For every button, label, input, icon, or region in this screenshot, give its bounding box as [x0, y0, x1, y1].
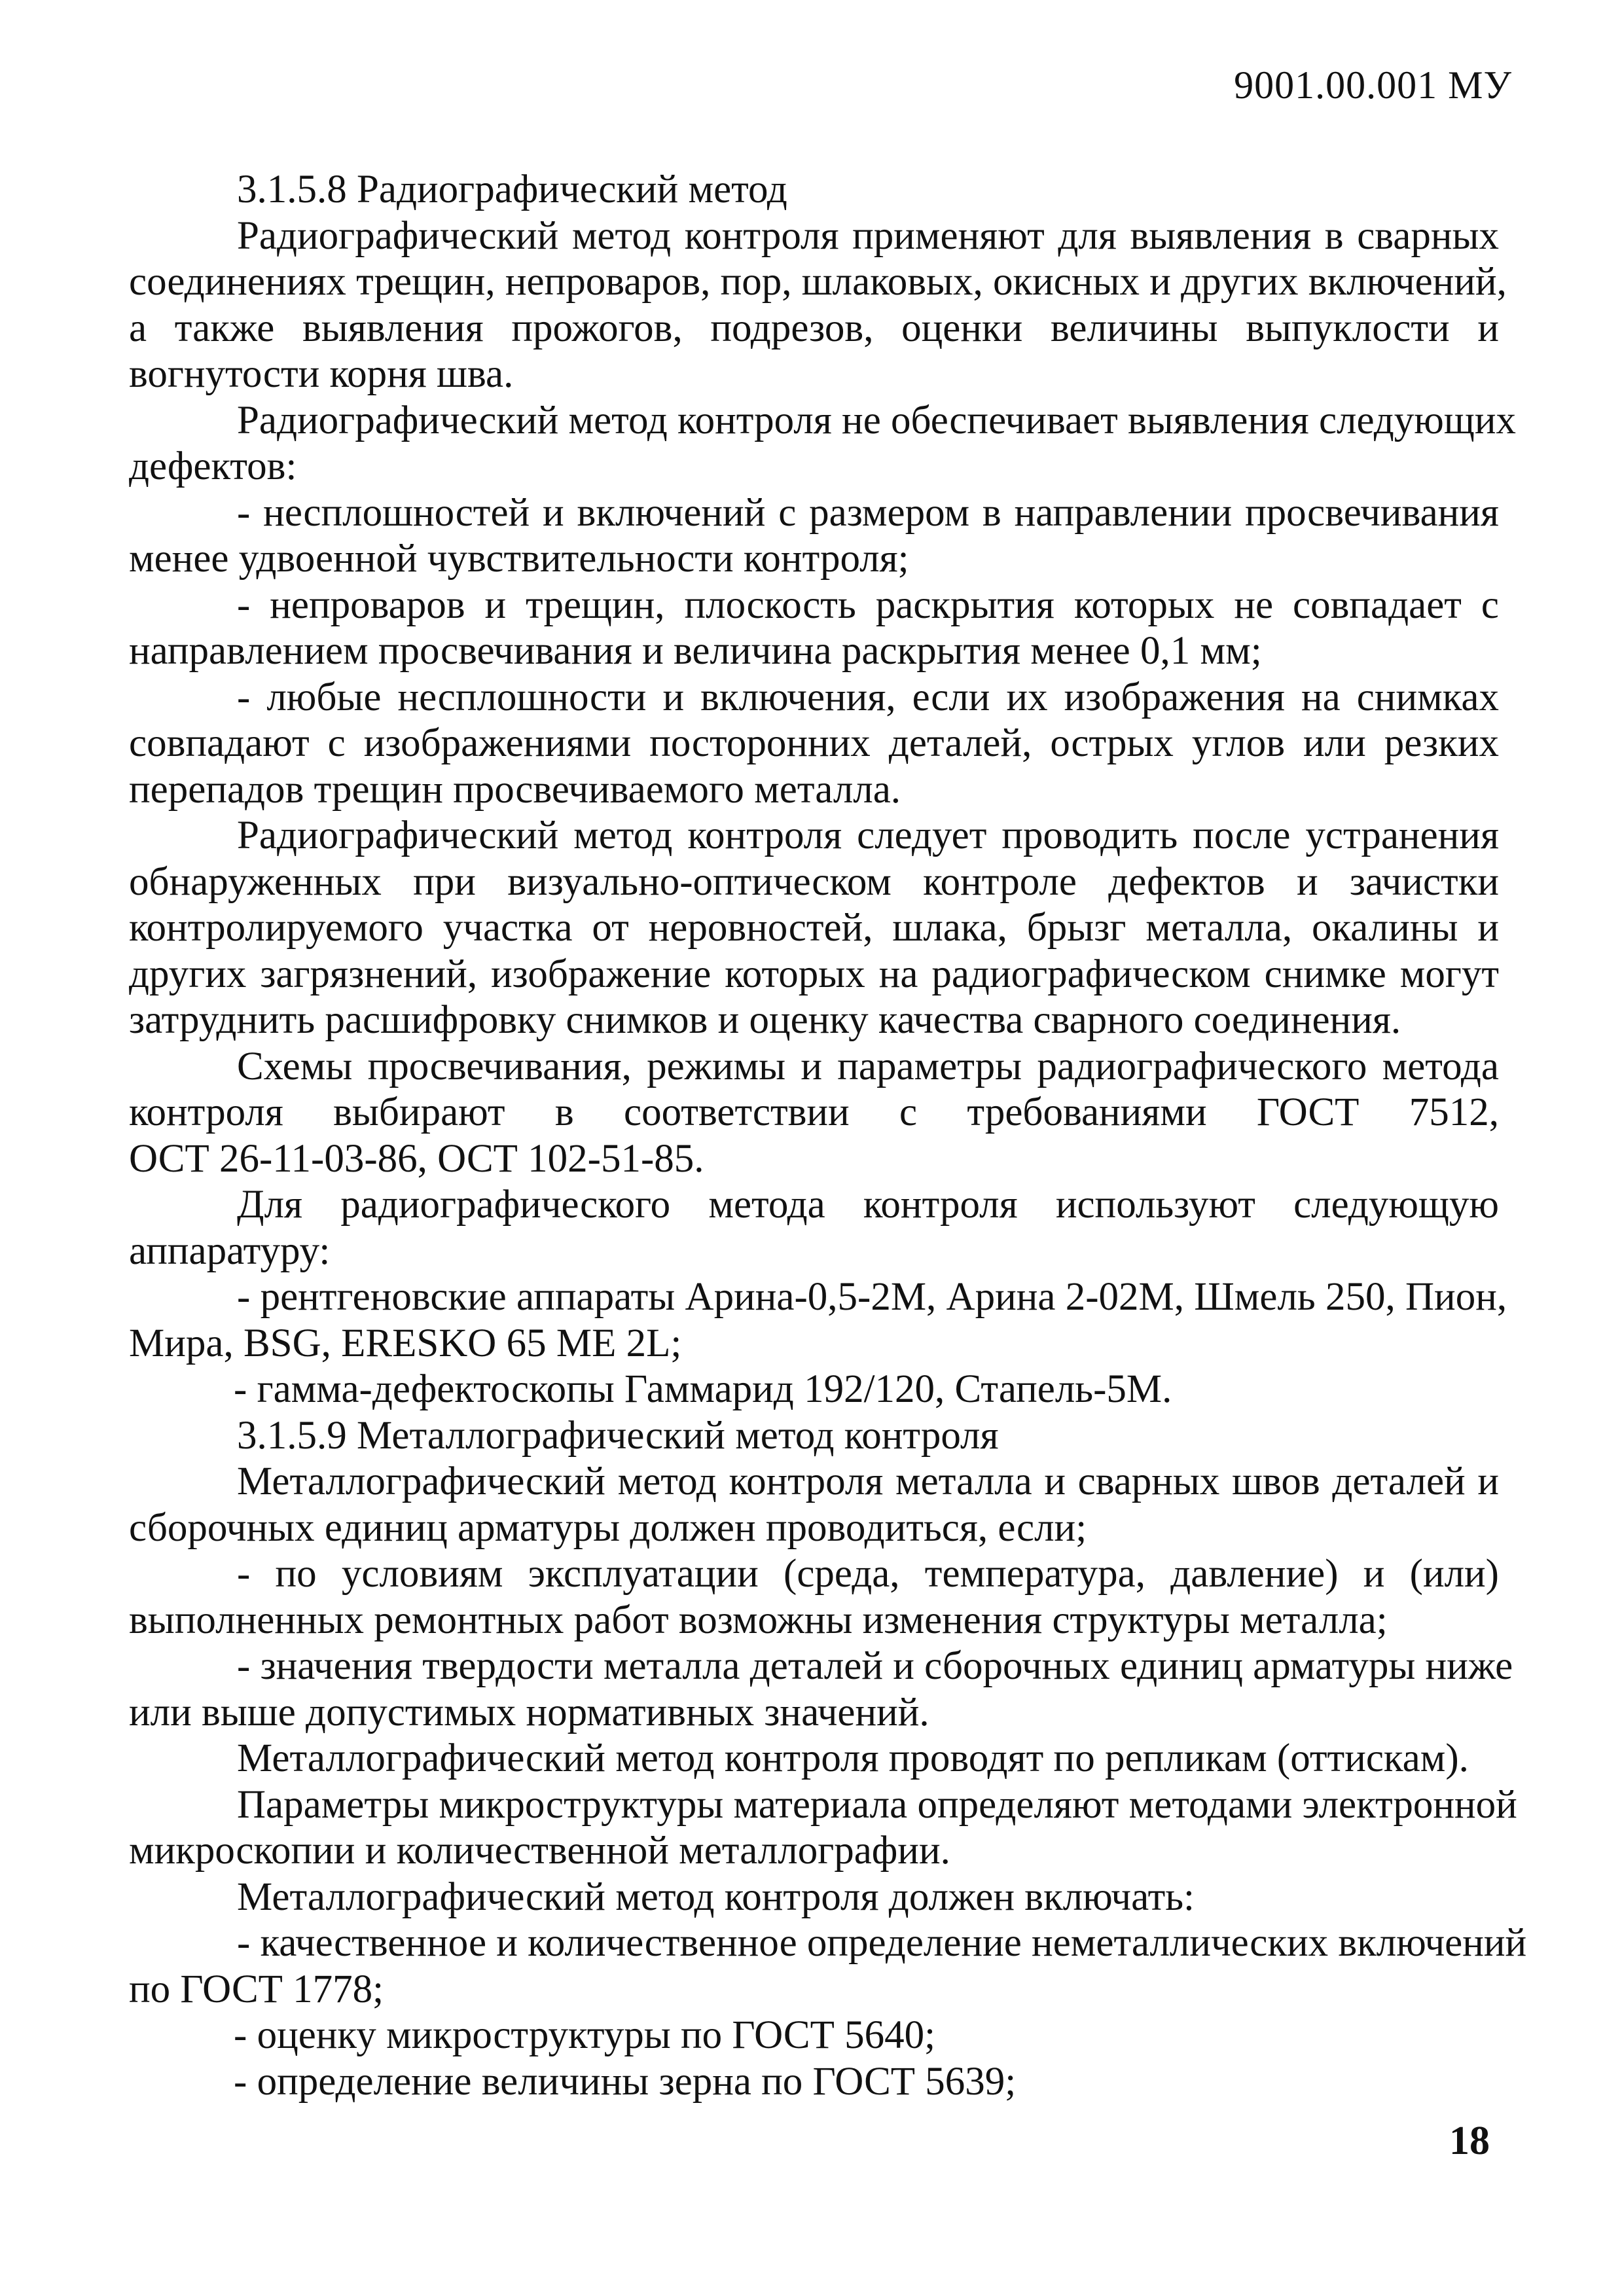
text-line: - по условиям эксплуатации (среда, температура, давление) и (или) [237, 1552, 1499, 1596]
text-line: 3.1.5.8 Радиографический метод [237, 168, 787, 211]
text-line: менее удвоенной чувствительности контроля; [129, 537, 909, 581]
text-line: Радиографический метод контроля применяют для выявления в сварных [237, 213, 1499, 258]
text-line: контролируемого участка от неровностей, шлака, брызг металла, окалины и [129, 906, 1499, 950]
text-line: ОСТ 26-11-03-86, ОСТ 102-51-85. [129, 1136, 704, 1181]
text-line: Для радиографического метода контроля используют следующую [237, 1183, 1499, 1227]
text-line: выполненных ремонтных работ возможны изменения структуры металла; [129, 1598, 1388, 1642]
document-header-code: 9001.00.001 МУ [1234, 63, 1512, 107]
text-line: Металлографический метод контроля проводят по репликам (оттискам). [237, 1736, 1469, 1780]
text-line: перепадов трещин просвечиваемого металла. [129, 767, 901, 812]
text-line: Металлографический метод контроля металла и сварных швов деталей и [237, 1460, 1499, 1503]
text-line: - любые несплошности и включения, если их изображения на снимках [237, 675, 1499, 719]
text-line: сборочных единиц арматуры должен проводиться, если; [129, 1505, 1087, 1550]
text-line: других загрязнений, изображение которых на радиографическом снимке могут [129, 952, 1499, 996]
text-line: затруднить расшифровку снимков и оценку качества сварного соединения. [129, 998, 1401, 1042]
text-line: - гамма-дефектоскопы Гаммарид 192/120, Стапель-5М. [234, 1367, 1172, 1411]
text-line: - непроваров и трещин, плоскость раскрытия которых не совпадает с [237, 583, 1499, 627]
text-line: аппаратуру: [129, 1229, 331, 1273]
text-line: по ГОСТ 1778; [129, 1967, 384, 2011]
text-line: Схемы просвечивания, режимы и параметры радиографического метода [237, 1044, 1499, 1088]
text-line: 3.1.5.9 Металлографический метод контроля [237, 1413, 999, 1458]
text-line: контроля выбирают в соответствии с требованиями ГОСТ 7512, [129, 1090, 1499, 1134]
text-line: Мира, BSG, ERESKO 65 ME 2L; [129, 1321, 682, 1365]
text-line: соединениях трещин, непроваров, пор, шлаковых, окисных и других включений, [129, 260, 1507, 304]
page-number: 18 [1449, 2119, 1490, 2163]
text-line: вогнутости корня шва. [129, 352, 514, 396]
text-line: - несплошностей и включений с размером в направлении просвечивания [237, 490, 1499, 535]
text-line: - рентгеновские аппараты Арина-0,5-2М, Арина 2-02М, Шмель 250, Пион, [237, 1275, 1507, 1319]
text-line: а также выявления прожогов, подрезов, оценки величины выпуклости и [129, 306, 1499, 350]
text-line: дефектов: [129, 444, 297, 488]
text-line: обнаруженных при визуально-оптическом контроле дефектов и зачистки [129, 859, 1499, 904]
text-line: Радиографический метод контроля следует проводить после устранения [237, 814, 1499, 857]
text-line: Металлографический метод контроля должен включать: [237, 1874, 1195, 1919]
text-line: Радиографический метод контроля не обеспечивает выявления следующих [237, 398, 1516, 442]
text-line: - определение величины зерна по ГОСТ 5639; [234, 2059, 1017, 2104]
text-line: совпадают с изображениями посторонних деталей, острых углов или резких [129, 721, 1499, 765]
text-line: микроскопии и количественной металлографии. [129, 1829, 950, 1873]
text-line: направлением просвечивания и величина раскрытия менее 0,1 мм; [129, 629, 1262, 673]
document-body [129, 167, 1527, 2105]
text-line: Параметры микроструктуры материала определяют методами электронной [237, 1782, 1517, 1827]
text-line: - значения твердости металла деталей и сборочных единиц арматуры ниже [237, 1644, 1513, 1688]
text-line: - качественное и количественное определение неметаллических включений [237, 1921, 1527, 1965]
text-line: - оценку микроструктуры по ГОСТ 5640; [234, 2013, 936, 2057]
text-line: или выше допустимых нормативных значений. [129, 1690, 929, 1734]
